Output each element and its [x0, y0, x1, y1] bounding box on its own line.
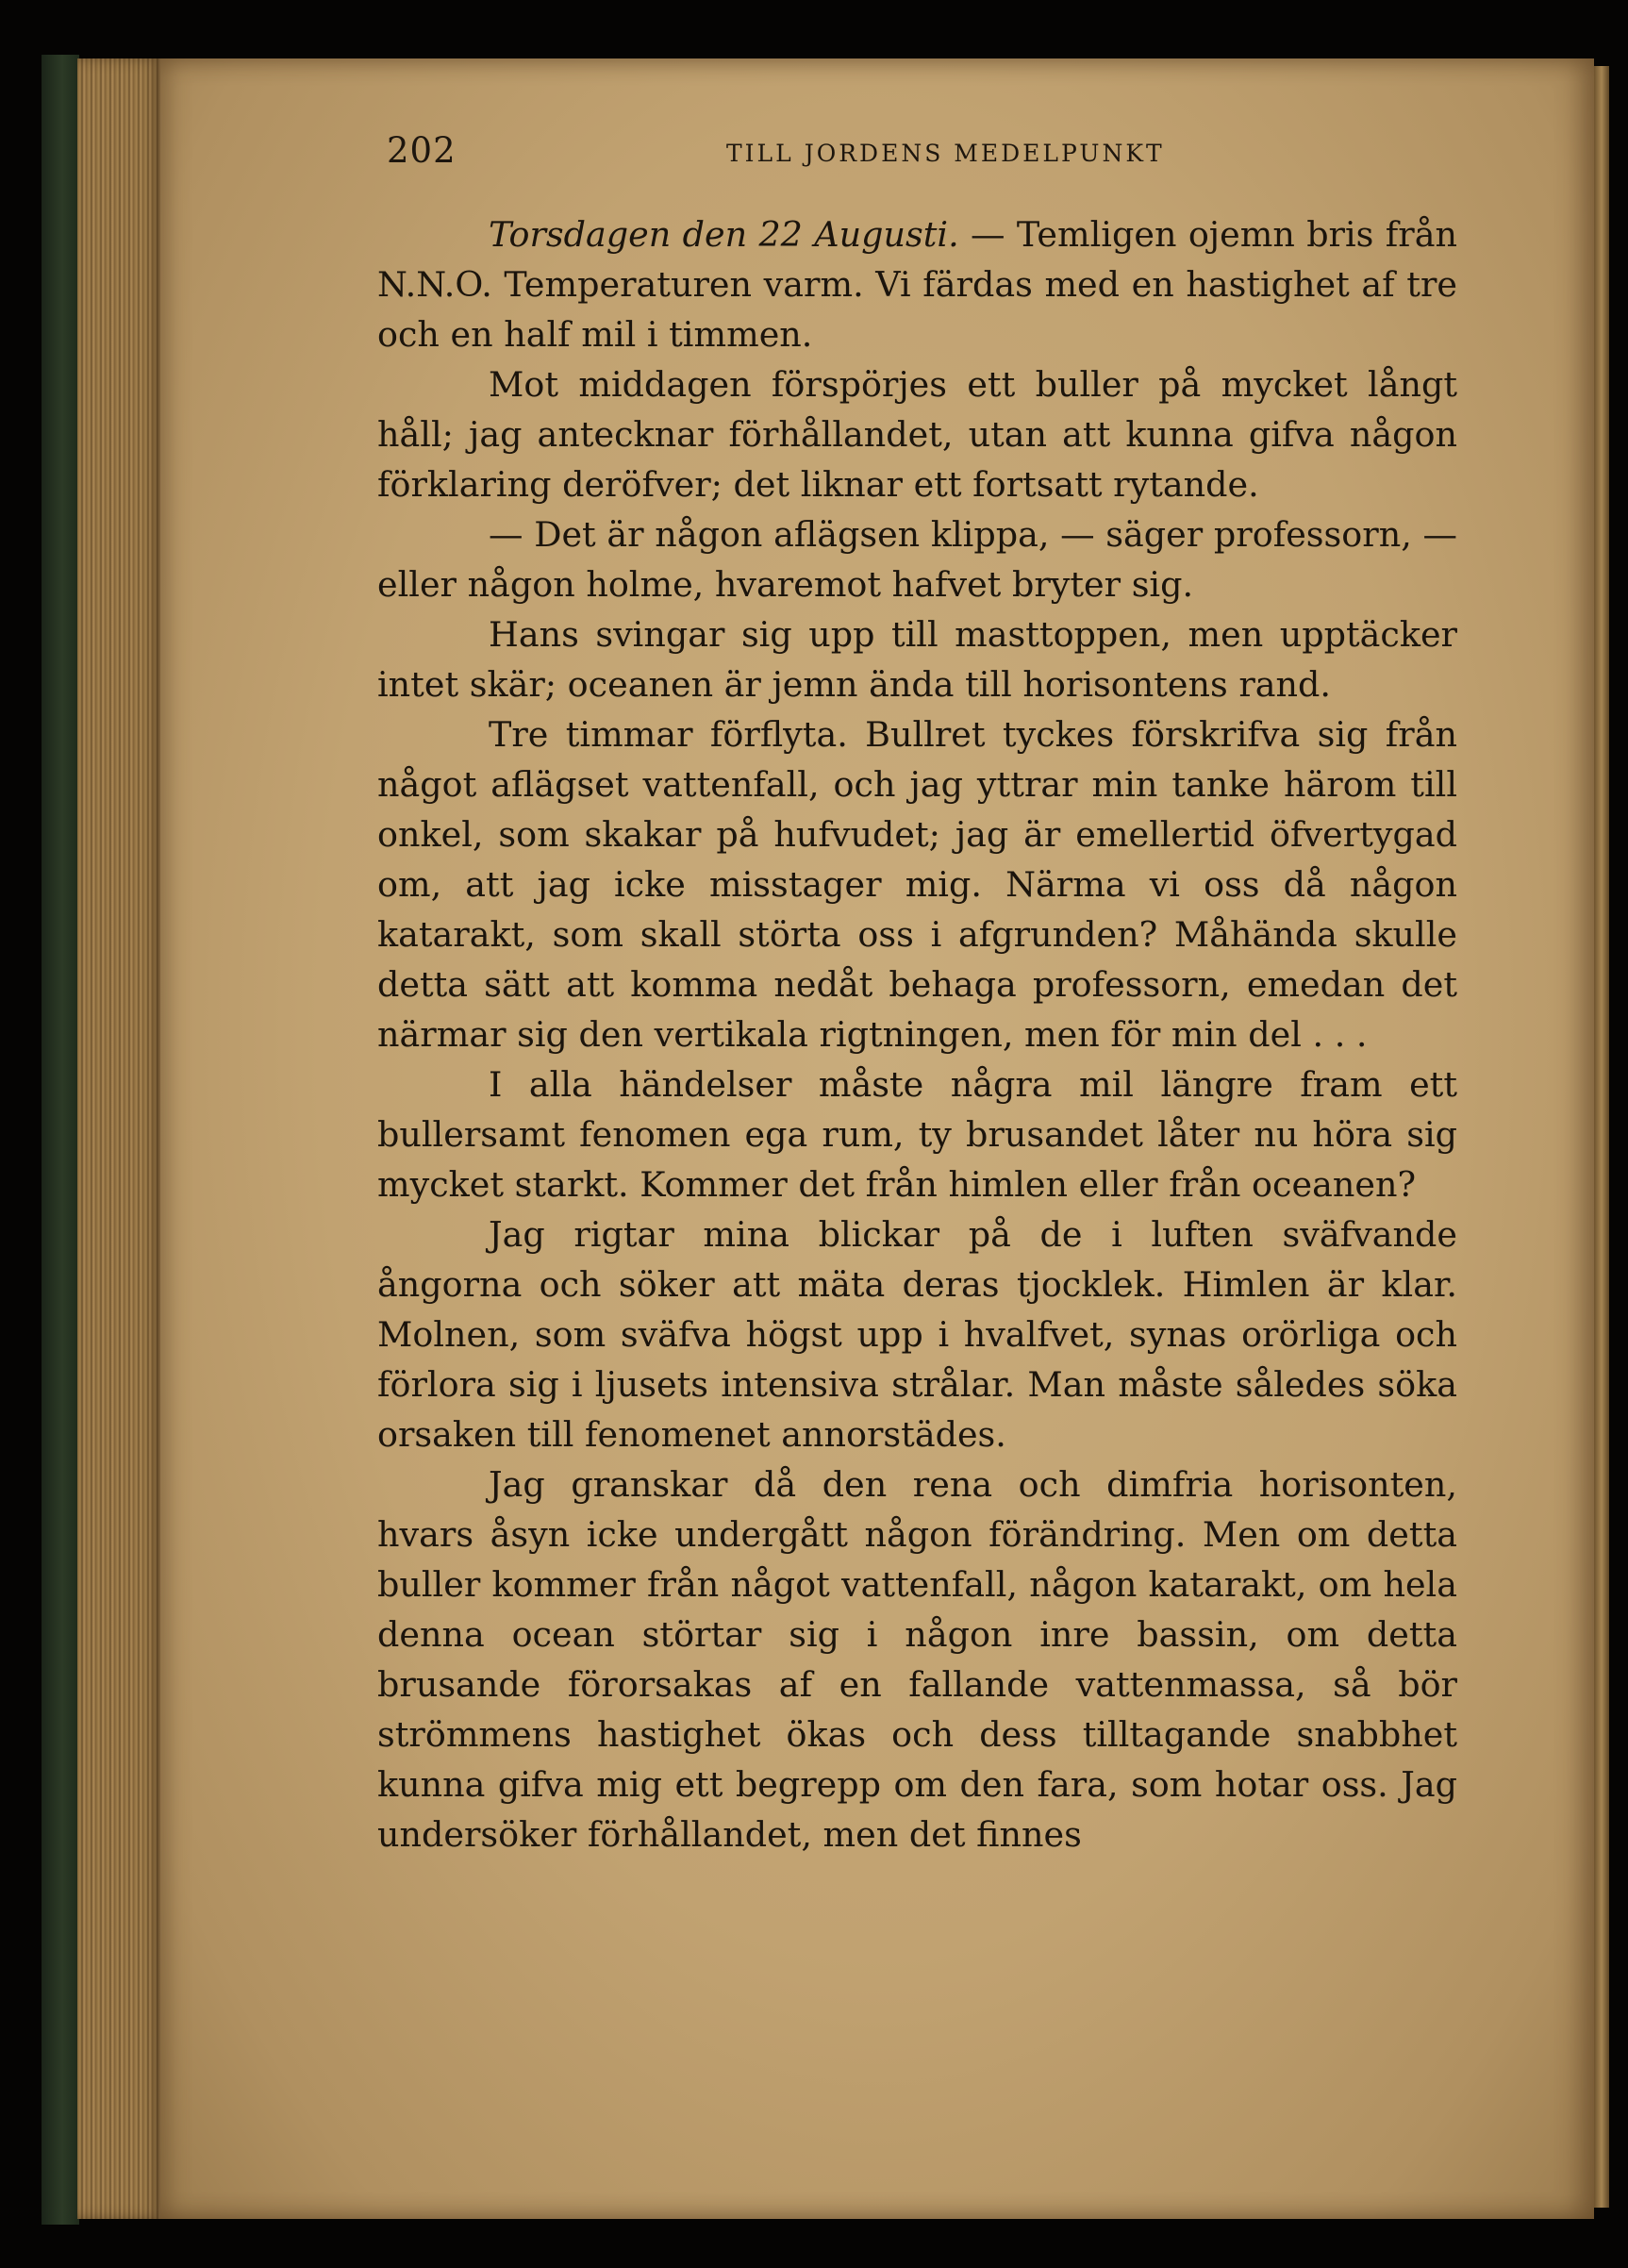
- paragraph: Jag granskar då den rena och dimfria horisonten, hvars åsyn icke undergått någon förändring. Men om detta buller kommer från något vattenfall, någon katarakt, om hela denna ocean störtar sig i någon inre bassin, om detta brusande förorsakas af en fallande vattenmassa, så bör strömmens hastighet ökas och dess tilltagande snabbhet kunna gifva mig ett begrepp om den fara, som hotar oss. Jag undersöker förhållandet, men det finnes: [377, 1464, 1457, 1855]
- running-title: TILL JORDENS MEDELPUNKT: [726, 140, 1165, 167]
- date-heading: Torsdagen den 22 Augusti.: [489, 214, 959, 255]
- paragraph-text: — Temligen ojemn bris från N.N.O. Temperaturen varm. Vi färdas med en hastighet af tre och en half mil i timmen.: [377, 214, 1457, 355]
- book-cover-edge: [42, 55, 79, 2225]
- paragraph: — Det är någon aflägsen klippa, — säger professorn, — eller någon holme, hvaremot hafvet bryter sig.: [377, 514, 1457, 605]
- paragraph: I alla händelser måste några mil längre fram ett bullersamt fenomen ega rum, ty brusandet låter nu höra sig mycket starkt. Kommer det från himlen eller från oceanen?: [377, 1064, 1457, 1205]
- page-number: 202: [387, 130, 457, 171]
- page-header: [387, 130, 1462, 187]
- next-leaf-edge: [1594, 66, 1609, 2208]
- paragraph: Tre timmar förflyta. Bullret tyckes förskrifva sig från något aflägset vattenfall, och jag yttrar min tanke härom till onkel, som skakar på hufvudet; jag är emellertid öfvertygad om, att jag icke misstager mig. Närma vi oss då någon katarakt, som skall störta oss i afgrunden? Måhända skulle detta sätt att komma nedåt behaga professorn, emedan det närmar sig den vertikala rigtningen, men för min del . . .: [377, 714, 1457, 1055]
- paragraph: Mot middagen förspörjes ett buller på mycket långt håll; jag antecknar förhållandet, utan att kunna gifva någon förklaring deröfver; det liknar ett fortsatt rytande.: [377, 364, 1457, 505]
- body-text: [377, 209, 1457, 1859]
- paragraph: [377, 209, 1457, 359]
- page-edges: [77, 58, 162, 2219]
- paragraph: Hans svingar sig upp till masttoppen, men upptäcker intet skär; oceanen är jemn ända till horisontens rand.: [377, 614, 1457, 705]
- paragraph: Jag rigtar mina blickar på de i luften sväfvande ångorna och söker att mäta deras tjocklek. Himlen är klar. Molnen, som sväfva högst upp i hvalfvet, synas orörliga och förlora sig i ljusets intensiva strålar. Man måste således söka orsaken till fenomenet annorstädes.: [377, 1214, 1457, 1455]
